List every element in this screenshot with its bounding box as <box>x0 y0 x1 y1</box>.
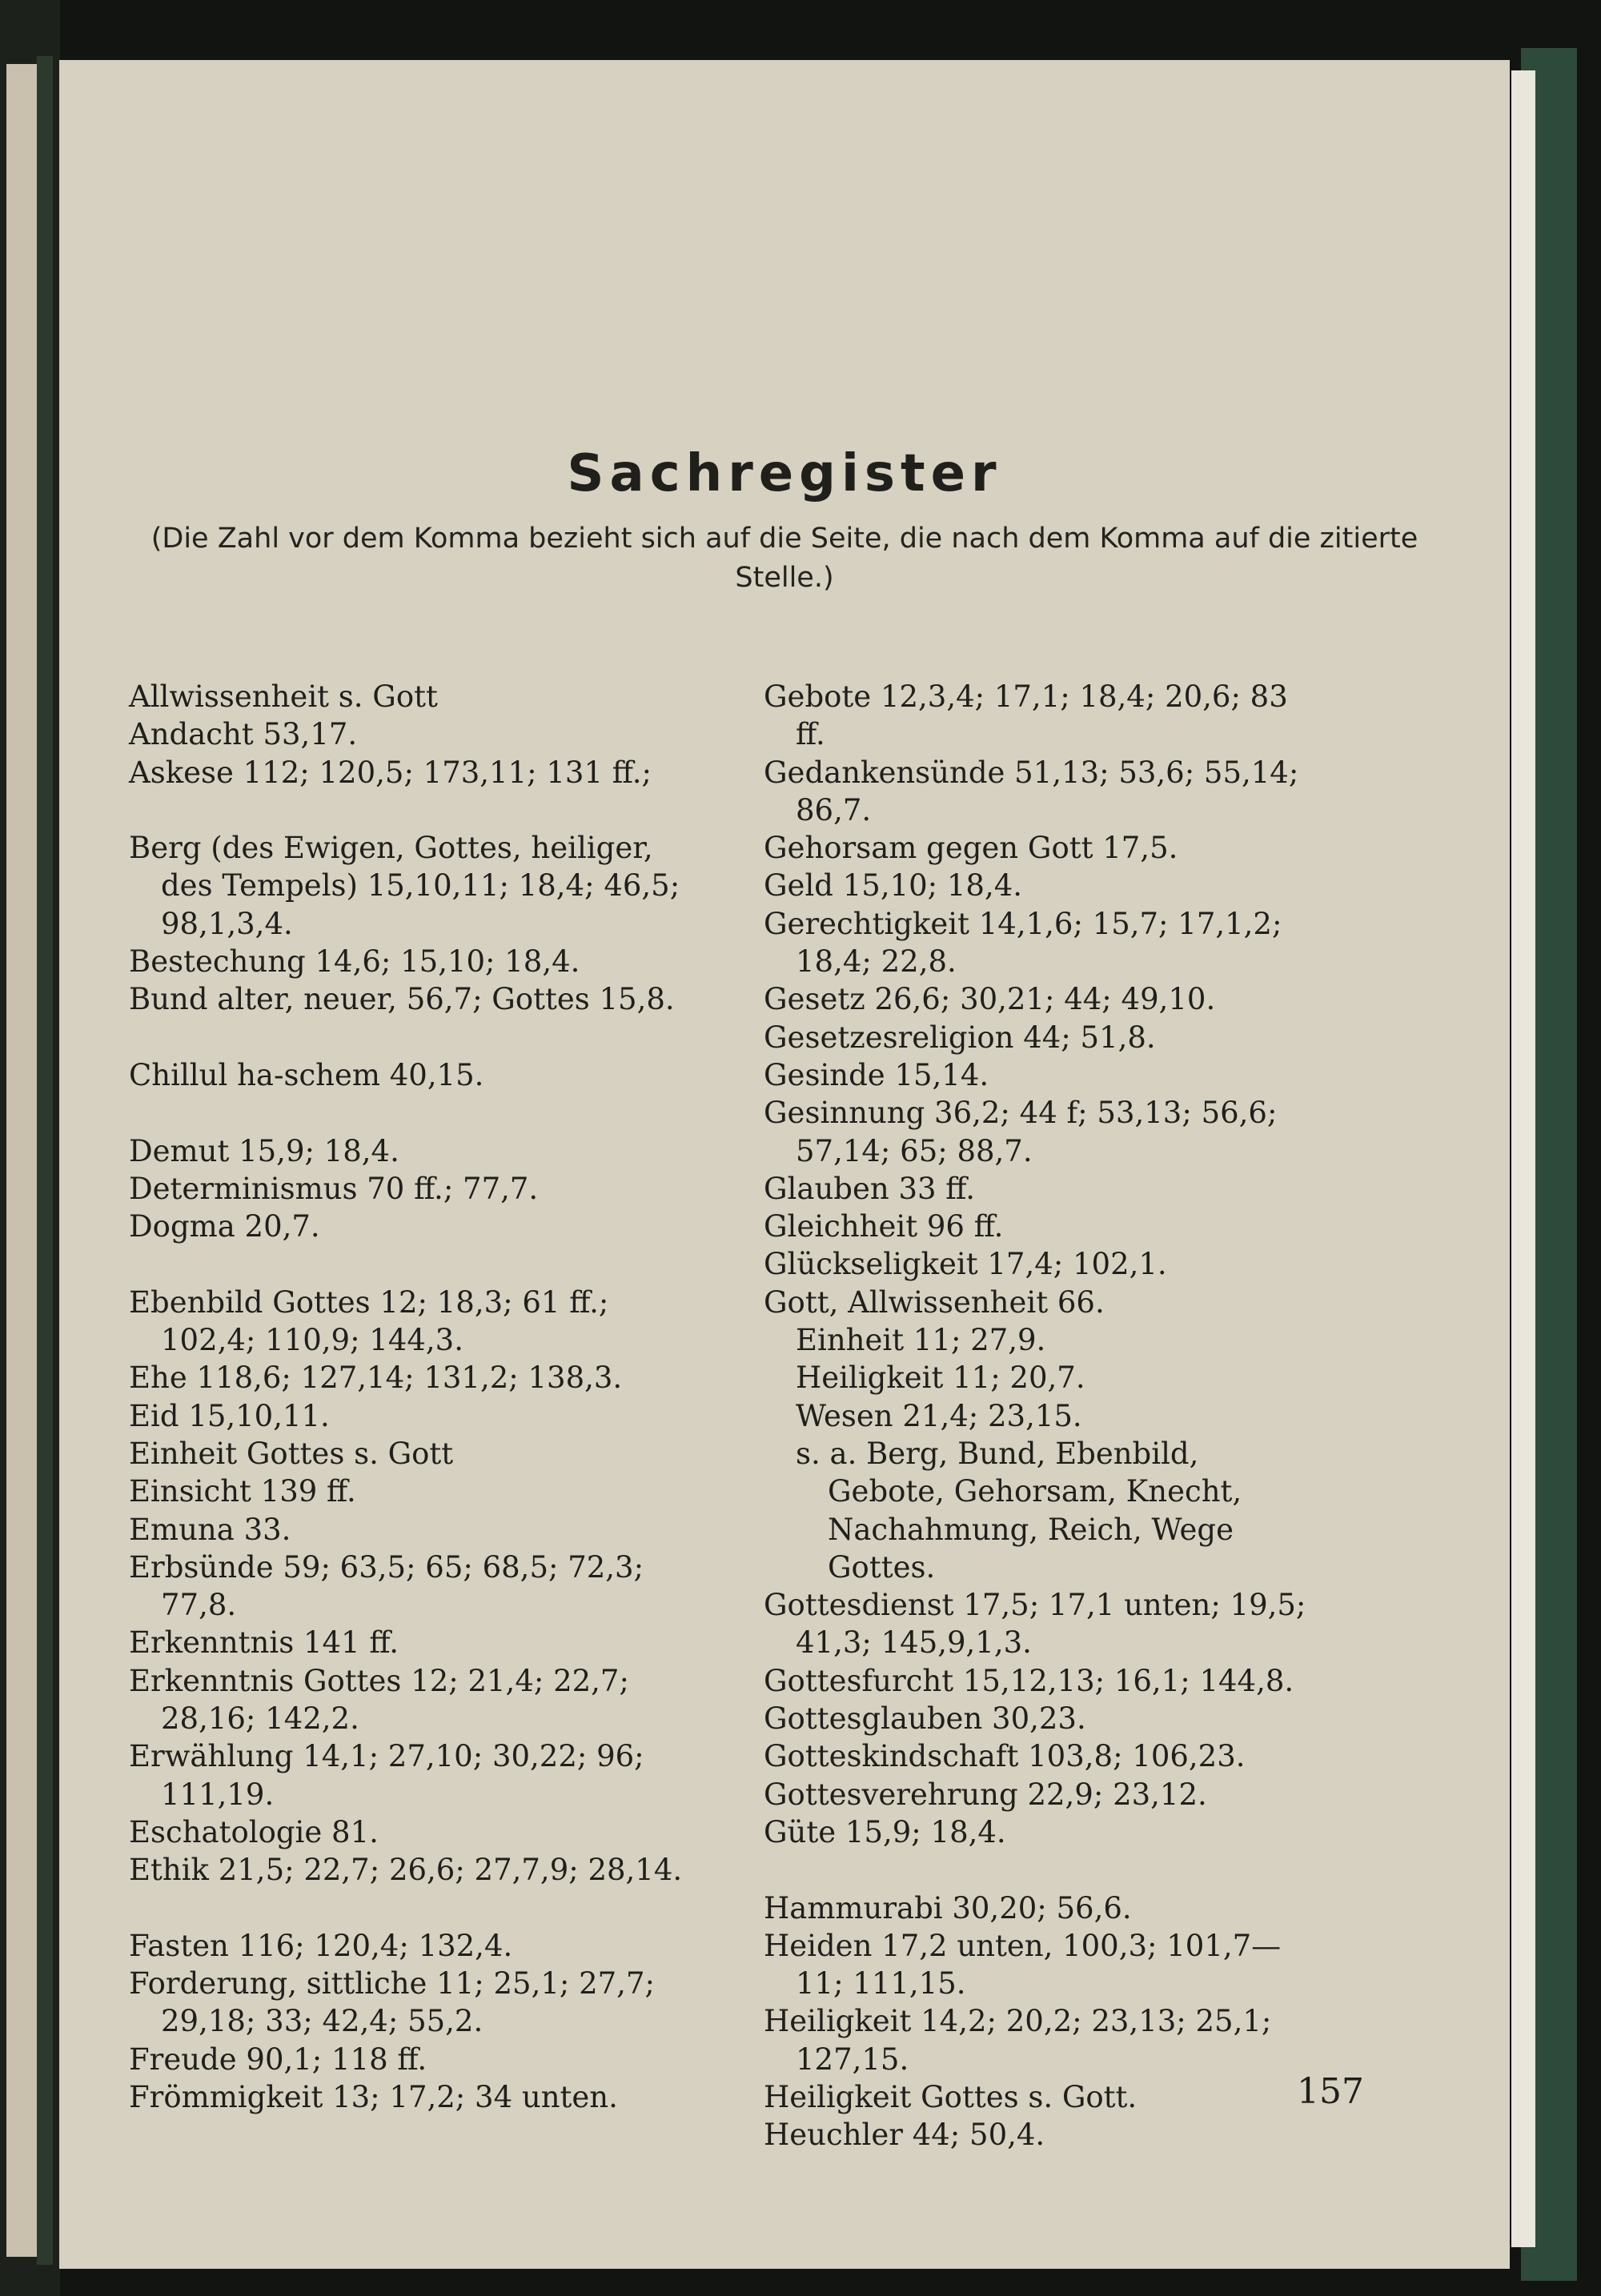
index-entry: Heiligkeit Gottes s. Gott. <box>764 2079 1138 2114</box>
section-gap <box>129 1094 689 1132</box>
index-column-left <box>129 678 689 2116</box>
index-entry: Erbsünde 59; 63,5; 65; 68,5; 72,3; 77,8. <box>129 1549 644 1623</box>
index-entry: Gesetzesreligion 44; 51,8. <box>764 1020 1156 1055</box>
index-entry: Bestechung 14,6; 15,10; 18,4. <box>129 944 580 980</box>
index-entry: Forderung, sittliche 11; 25,1; 27,7; 29,18; 33; 42,4; 55,2. <box>129 1966 655 2039</box>
index-entry: Gesinde 15,14. <box>764 1057 989 1092</box>
index-subentry: Heiligkeit 11; 20,7. <box>796 1360 1085 1396</box>
section-gap <box>129 1245 689 1283</box>
index-entry: Gesinnung 36,2; 44 f; 53,13; 56,6; 57,14; 65; 88,7. <box>764 1096 1278 1168</box>
section-gap <box>764 1851 1324 1889</box>
index-entry: Determinismus 70 ff.; 77,7. <box>129 1171 539 1206</box>
index-entry: Heuchler 44; 50,4. <box>764 2118 1045 2153</box>
index-entry: Erwählung 14,1; 27,10; 30,22; 96; 111,19. <box>129 1739 644 1812</box>
page-subtitle: (Die Zahl vor dem Komma bezieht sich auf die Seite, die nach dem Komma auf die zitierte Stelle.) <box>150 523 1418 594</box>
index-entry: Demut 15,9; 18,4. <box>129 1133 399 1168</box>
page-number: 157 <box>1297 2071 1364 2112</box>
index-entry: Berg (des Ewigen, Gottes, heiliger, des Tempels) 15,10,11; 18,4; 46,5; 98,1,3,4. <box>129 831 680 941</box>
index-entry: Erkenntnis 141 ff. <box>129 1625 399 1661</box>
section-gap <box>129 1889 689 1927</box>
index-entry: Eschatologie 81. <box>129 1814 379 1849</box>
index-entry: Bund alter, neuer, 56,7; Gottes 15,8. <box>129 982 675 1017</box>
index-entry: Gebote 12,3,4; 17,1; 18,4; 20,6; 83 ff. <box>764 679 1288 752</box>
index-entry: Heiligkeit 14,2; 20,2; 23,13; 25,1; 127,15. <box>764 2004 1272 2077</box>
index-entry: Askese 112; 120,5; 173,11; 131 ff.; <box>129 755 652 790</box>
index-entry: Emuna 33. <box>129 1512 291 1547</box>
index-entry: Freude 90,1; 118 ff. <box>129 2042 427 2077</box>
index-entry: Gerechtigkeit 14,1,6; 15,7; 17,1,2; 18,4; 22,8. <box>764 906 1282 980</box>
index-entry: Frömmigkeit 13; 17,2; 34 unten. <box>129 2079 618 2114</box>
page-stack-edge <box>1511 70 1535 2247</box>
index-entry: Fasten 116; 120,4; 132,4. <box>129 1928 513 1963</box>
index-entry: Glauben 33 ff. <box>764 1171 976 1206</box>
index-subentry: Einheit 11; 27,9. <box>796 1323 1046 1358</box>
index-entry: Chillul ha-schem 40,15. <box>129 1057 484 1092</box>
index-entry: Ebenbild Gottes 12; 18,3; 61 ff.; 102,4; 110,9; 144,3. <box>129 1284 609 1358</box>
index-entry: Ehe 118,6; 127,14; 131,2; 138,3. <box>129 1360 623 1396</box>
index-column-right <box>764 678 1324 2154</box>
index-entry: Heiden 17,2 unten, 100,3; 101,7—11; 111,15. <box>764 1928 1282 2001</box>
index-entry: Ethik 21,5; 22,7; 26,6; 27,7,9; 28,14. <box>129 1853 683 1888</box>
section-gap <box>129 791 689 829</box>
index-entry: Gottesglauben 30,23. <box>764 1701 1086 1737</box>
index-entry: Gotteskindschaft 103,8; 106,23. <box>764 1739 1246 1774</box>
index-entry: Gehorsam gegen Gott 17,5. <box>764 831 1178 866</box>
index-entry: Glückseligkeit 17,4; 102,1. <box>764 1247 1167 1282</box>
index-entry: Hammurabi 30,20; 56,6. <box>764 1890 1132 1925</box>
index-entry: Gottesdienst 17,5; 17,1 unten; 19,5; 41,3; 145,9,1,3. <box>764 1588 1306 1661</box>
index-entry: Gott, Allwissenheit 66. <box>764 1284 1105 1320</box>
page-title: Sachregister <box>567 444 1002 503</box>
index-entry: Gesetz 26,6; 30,21; 44; 49,10. <box>764 982 1216 1017</box>
index-entry: Einsicht 139 ff. <box>129 1474 356 1509</box>
book-gutter <box>37 56 53 2265</box>
index-entry: Gleichheit 96 ff. <box>764 1209 1004 1244</box>
index-subentry: s. a. Berg, Bund, Ebenbild, Gebote, Gehorsam, Knecht, Nachahmung, Reich, Wege Gottes. <box>796 1436 1242 1585</box>
index-entry: Einheit Gottes s. Gott <box>129 1436 454 1471</box>
index-entry: Eid 15,10,11. <box>129 1398 330 1433</box>
index-entry: Geld 15,10; 18,4. <box>764 868 1023 904</box>
index-entry: Allwissenheit s. Gott <box>129 679 438 714</box>
book-page <box>59 60 1510 2269</box>
index-entry: Güte 15,9; 18,4. <box>764 1814 1006 1849</box>
index-entry: Dogma 20,7. <box>129 1209 320 1244</box>
index-entry: Andacht 53,17. <box>129 717 358 752</box>
section-gap <box>129 1019 689 1056</box>
index-entry: Gedankensünde 51,13; 53,6; 55,14; 86,7. <box>764 755 1299 827</box>
index-entry: Erkenntnis Gottes 12; 21,4; 22,7; 28,16; 142,2. <box>129 1663 629 1737</box>
index-subentry: Wesen 21,4; 23,15. <box>796 1398 1082 1433</box>
index-entry: Gottesverehrung 22,9; 23,12. <box>764 1777 1207 1812</box>
facing-page-edge <box>6 64 37 2257</box>
index-entry: Gottesfurcht 15,12,13; 16,1; 144,8. <box>764 1663 1294 1698</box>
